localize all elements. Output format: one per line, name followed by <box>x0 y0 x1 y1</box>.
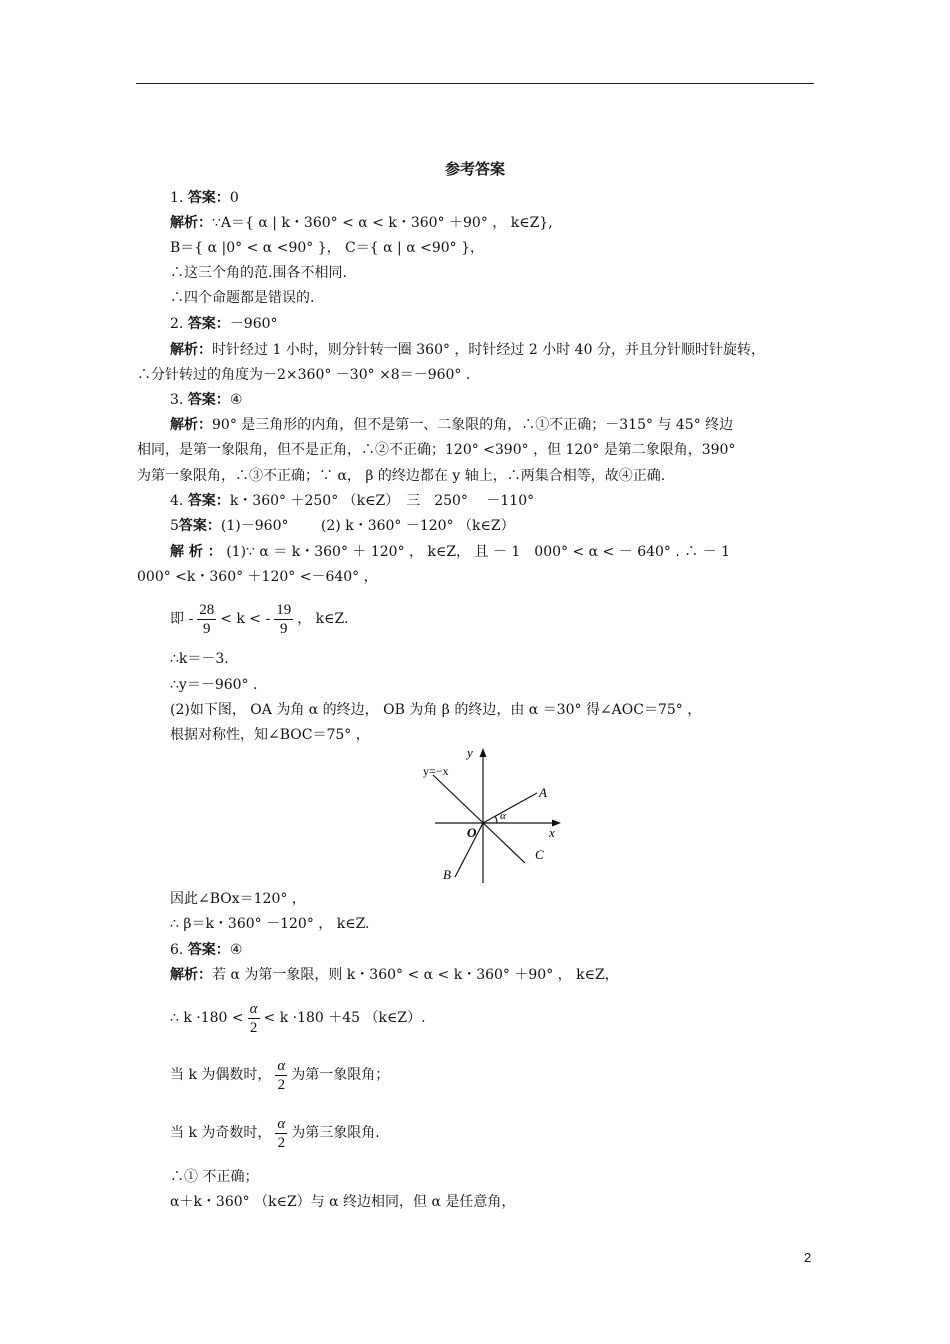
q1-text-line: ∴这三个角的范.围各不相同. <box>170 265 347 281</box>
question-number: 2. <box>170 316 184 332</box>
header-rule <box>136 83 814 84</box>
q6-inequality <box>170 996 426 1040</box>
q3-text-line: 为第一象限角，∴③不正确；∵ α， β 的终边都在 y 轴上，∴两集合相等，故④正确. <box>137 468 666 484</box>
answer-label: 答案： <box>187 942 230 958</box>
label-b: B <box>443 867 451 882</box>
page-title: 参考答案 <box>444 160 505 178</box>
question-number: 6. <box>170 942 184 958</box>
q5-text-line: 因此∠BOx＝120° ， <box>170 891 306 907</box>
line-y-equals-minus-x <box>433 775 525 863</box>
analysis-label: 解析： <box>170 417 212 433</box>
q5-text-line: ∴ β＝k・360° －120° ， k∈Z. <box>170 916 370 932</box>
q1-text-line: ∴四个命题都是错误的. <box>170 290 315 306</box>
fraction-numerator: 28 <box>199 601 215 618</box>
angle-diagram <box>415 745 575 885</box>
q1-analysis-line <box>170 213 553 233</box>
fraction-denominator: 2 <box>277 1134 286 1151</box>
label-c: C <box>535 847 544 862</box>
ray-oa <box>483 793 537 823</box>
analysis-text: 若 α 为第一象限，则 k・360° < α < k・360° ＋90° ， k∈Z， <box>212 967 619 983</box>
q1-text-line: B＝{ α |0° < α <90° }， C＝{ α | α <90° }， <box>170 240 485 256</box>
q6-odd-case <box>170 1111 380 1155</box>
q5-inequality <box>170 597 348 641</box>
analysis-label: 解析： <box>170 342 212 358</box>
fraction-numerator: α <box>277 1115 286 1132</box>
answer-value: －960° <box>229 316 278 332</box>
answer-label: 答案： <box>187 316 230 332</box>
analysis-text: 90° 是三角形的内角，但不是第一、二象限的角，∴①不正确；－315° 与 45° 终边 <box>212 417 734 433</box>
q6-answer-line <box>170 940 242 960</box>
answer-label: 答案： <box>187 190 230 206</box>
page-number: 2 <box>804 1250 812 1265</box>
question-number: 5 <box>170 518 179 534</box>
q5-text-line: (2)如下图， OA 为角 α 的终边， OB 为角 β 的终边，由 α ＝30° 得∠AOC＝75° ， <box>170 702 702 718</box>
question-number: 4. <box>170 493 184 509</box>
inequality-prefix: 即 - <box>170 611 194 627</box>
answer-value: (1)－960° (2) k・360° －120° （k∈Z） <box>220 518 515 534</box>
q5-answer-line <box>170 516 515 536</box>
fraction-denominator: 2 <box>277 1076 286 1093</box>
q3-analysis-line <box>170 415 733 435</box>
answer-label: 答案： <box>187 493 230 509</box>
analysis-text: 时针经过 1 小时，则分针转一圈 360° ，时针经过 2 小时 40 分，并且分针顺时针旋转， <box>212 342 765 358</box>
even-case-prefix: 当 k 为偶数时， <box>170 1067 272 1083</box>
answer-value: 0 <box>229 190 239 206</box>
question-number: 3. <box>170 392 184 408</box>
analysis-label: 解析： <box>170 215 212 231</box>
analysis-label: 解析： <box>170 967 212 983</box>
label-alpha: α <box>500 810 506 822</box>
label-a: A <box>539 785 547 800</box>
fraction-numerator: α <box>277 1057 286 1074</box>
q6-text-line: ∴① 不正确； <box>170 1169 259 1185</box>
fraction <box>197 601 216 638</box>
fraction <box>275 1115 287 1152</box>
inequality-suffix: < k ·180 ＋45 （k∈Z）. <box>263 1010 426 1026</box>
answer-value: ④ <box>229 392 243 408</box>
q2-analysis-line <box>170 340 765 360</box>
answer-label: 答案： <box>178 518 221 534</box>
fraction-denominator: 2 <box>249 1019 258 1036</box>
analysis-label: 解 析 ： <box>170 544 222 560</box>
q6-text-line: α＋k・360° （k∈Z）与 α 终边相同，但 α 是任意角， <box>170 1194 516 1210</box>
q6-analysis-line <box>170 965 619 985</box>
answer-value: ④ <box>229 942 243 958</box>
q3-answer-line <box>170 390 242 410</box>
label-y-equals-minus-x: y=−x <box>423 764 449 778</box>
fraction <box>248 1000 260 1037</box>
q5-text-line: ∴k＝－3. <box>170 651 229 667</box>
even-case-suffix: 为第一象限角； <box>291 1067 390 1083</box>
fraction <box>274 601 293 638</box>
fraction-denominator: 9 <box>202 620 211 637</box>
q2-text-line: ∴分针转过的角度为－2×360° －30° ×8＝－960° . <box>137 367 471 383</box>
analysis-text: (1)∵ α ＝ k・360° ＋ 120° ， k∈Z， 且 － 1 000° < α < － 640° . ∴ － 1 <box>226 544 731 560</box>
answer-label: 答案： <box>187 392 230 408</box>
label-o: O <box>467 825 477 840</box>
analysis-text: ∵A＝{ α | k・360° < α < k・360° ＋90° ， k∈Z}, <box>212 215 553 231</box>
q1-answer-line: 1. 答案：0 <box>170 190 239 206</box>
odd-case-prefix: 当 k 为奇数时， <box>170 1125 272 1141</box>
y-axis-arrow <box>480 748 487 757</box>
q5-text-line: ∴y＝－960° . <box>170 677 258 693</box>
q5-text-line: 000° <k・360° ＋120° <－640° ， <box>137 569 378 585</box>
inequality-prefix: ∴ k ·180 < <box>170 1010 244 1026</box>
q4-answer-line <box>170 491 534 511</box>
label-x: x <box>549 825 555 840</box>
q5-text-line: 根据对称性，知∠BOC＝75° ， <box>170 727 370 743</box>
answer-value: k・360° ＋250° （k∈Z） 三 250° －110° <box>229 493 535 509</box>
alpha-arc <box>495 816 497 823</box>
label-y: y <box>467 745 473 760</box>
fraction-numerator: α <box>249 1000 258 1017</box>
inequality-middle: < k < - <box>220 611 271 627</box>
odd-case-suffix: 为第三象限角. <box>291 1125 380 1141</box>
fraction <box>275 1057 287 1094</box>
fraction-numerator: 19 <box>276 601 292 618</box>
fraction-denominator: 9 <box>279 620 288 637</box>
q3-text-line: 相同，是第一象限角，但不是正角，∴②不正确；120° <390° ，但 120° 是第二象限角，390° <box>137 442 736 458</box>
q2-answer-line <box>170 314 278 334</box>
q6-even-case <box>170 1053 389 1097</box>
inequality-suffix: ， k∈Z. <box>297 611 349 627</box>
q5-analysis-line <box>170 542 730 562</box>
